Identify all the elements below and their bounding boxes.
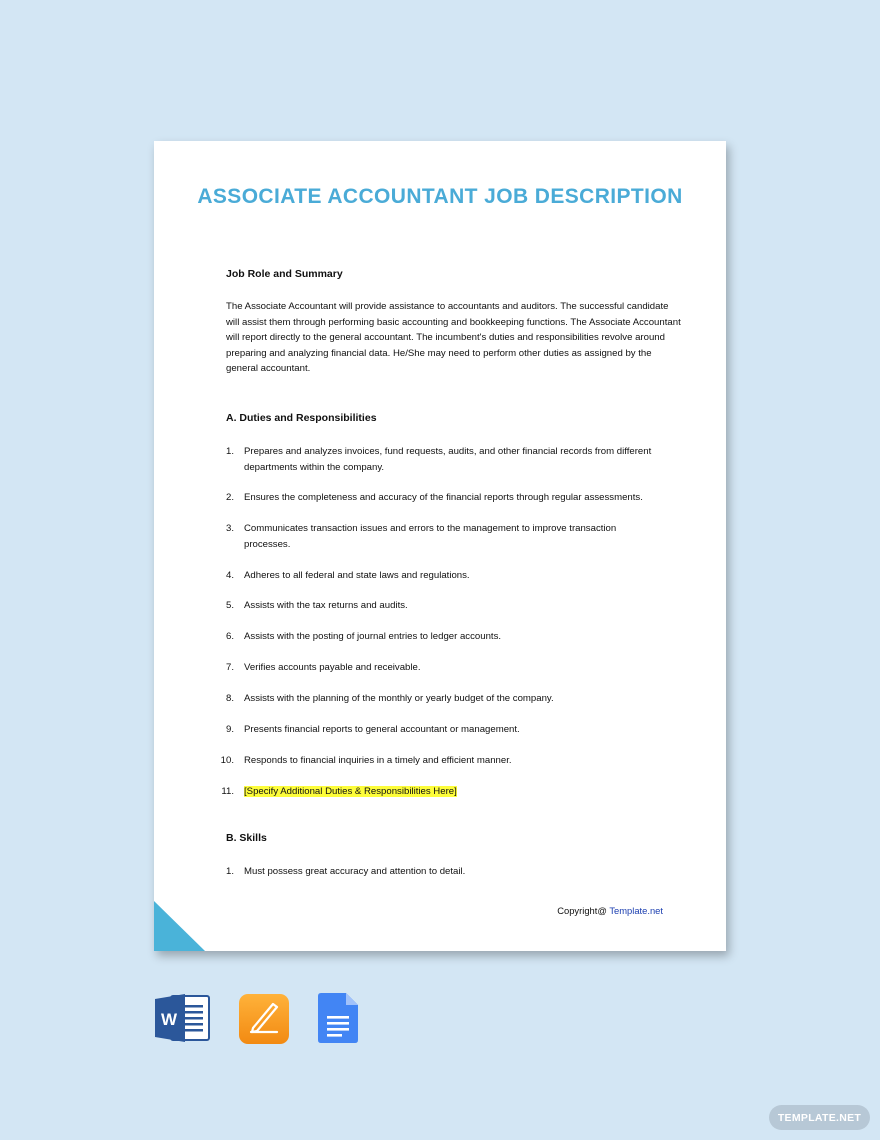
duty-text: Responds to financial inquiries in a timely and efficient manner.: [244, 755, 512, 766]
duty-text: Communicates transaction issues and errors to the management to improve transaction processes.: [244, 523, 617, 550]
duties-heading: A. Duties and Responsibilities: [226, 412, 377, 424]
duty-text: Prepares and analyzes invoices, fund requests, audits, and other financial records from different departments within the company.: [244, 446, 652, 473]
duty-text: Presents financial reports to general accountant or management.: [244, 724, 520, 735]
copyright: [557, 905, 663, 916]
duty-number: 2.: [225, 492, 234, 503]
template-net-badge[interactable]: TEMPLATE.NET: [769, 1105, 870, 1130]
skill-number: 1.: [225, 866, 234, 877]
duty-number: 5.: [225, 600, 234, 611]
placeholder-highlight: [Specify Additional Duties & Responsibilities Here]: [244, 786, 457, 797]
duty-number: 1.: [225, 446, 234, 457]
duty-text: Adheres to all federal and state laws and regulations.: [244, 570, 470, 581]
skills-heading: B. Skills: [226, 832, 267, 844]
word-icon[interactable]: [155, 993, 211, 1043]
duty-number: 10.: [220, 755, 234, 766]
duty-text: Assists with the tax returns and audits.: [244, 600, 408, 611]
duty-number: 7.: [225, 662, 234, 673]
summary-heading: Job Role and Summary: [226, 268, 343, 280]
duty-number: 11.: [221, 786, 234, 797]
duty-number: 3.: [225, 523, 234, 534]
skill-text: Must possess great accuracy and attention to detail.: [244, 866, 466, 877]
duty-text: Assists with the planning of the monthly or yearly budget of the company.: [244, 693, 554, 704]
google-docs-icon[interactable]: [318, 993, 358, 1043]
pages-icon[interactable]: [238, 993, 290, 1045]
corner-triangle: [154, 901, 205, 951]
copyright-label: Copyright@: [557, 905, 610, 916]
duty-text: Assists with the posting of journal entries to ledger accounts.: [244, 631, 502, 642]
document-page: [154, 141, 726, 951]
duty-number: 9.: [225, 724, 234, 735]
duty-number: 4.: [225, 570, 234, 581]
word-letter: W: [160, 1010, 178, 1029]
duty-text: Verifies accounts payable and receivable.: [244, 662, 421, 673]
duty-number: 6.: [225, 631, 234, 642]
document-title: ASSOCIATE ACCOUNTANT JOB DESCRIPTION: [197, 185, 683, 208]
duty-number: 8.: [225, 693, 234, 704]
copyright-link[interactable]: Template.net: [609, 905, 663, 916]
duty-text: Ensures the completeness and accuracy of the financial reports through regular assessments.: [244, 492, 643, 503]
summary-paragraph: The Associate Accountant will provide assistance to accountants and auditors. The successful candidate will assist them through performing basic accounting and bookkeeping functions. The Associate Accountant will report directly to the general accountant. The incumbent's duties and responsibilities revolve around preparing and analyzing financial data. He/She may need to perform other duties as assigned by the general accountant.: [226, 301, 681, 375]
